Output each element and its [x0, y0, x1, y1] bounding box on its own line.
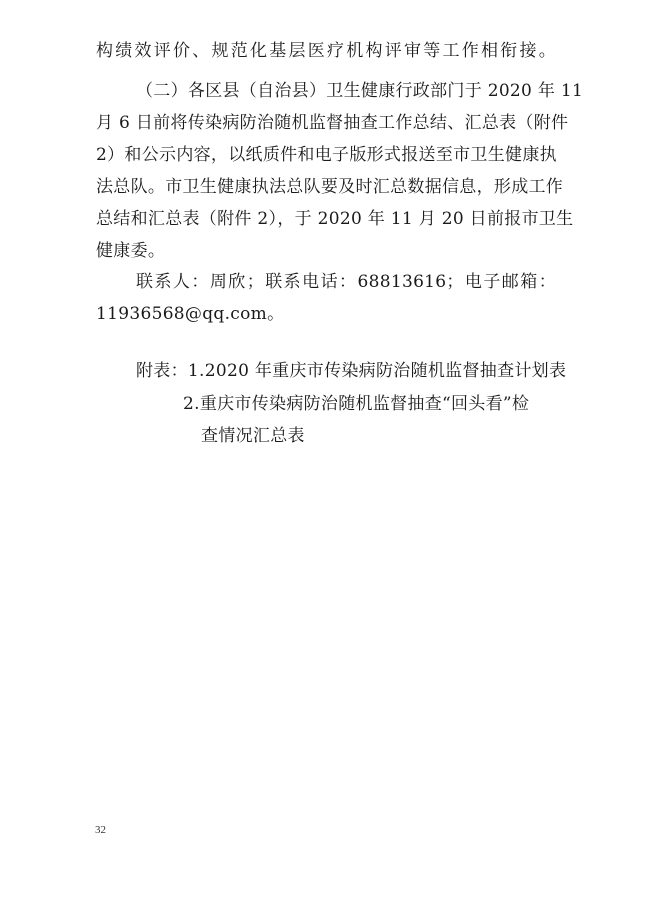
- attachment-line-1: 附表：1.2020 年重庆市传染病防治随机监督抽查计划表: [136, 361, 567, 381]
- page-number: 32: [95, 824, 106, 836]
- contact-line: 联系人：周欣；联系电话：68813616；电子邮箱：: [136, 272, 556, 292]
- paragraph-line: 总结和汇总表（附件 2），于 2020 年 11 月 20 日前报市卫生: [96, 209, 574, 229]
- attachment-line-3: 查情况汇总表: [201, 426, 305, 446]
- paragraph-line: 健康委。: [96, 241, 166, 261]
- paragraph-line: 2）和公示内容，以纸质件和电子版形式报送至市卫生健康执: [96, 145, 557, 165]
- email-line: 11936568@qq.com。: [96, 304, 285, 324]
- paragraph-line: 构绩效评价、规范化基层医疗机构评审等工作相衔接。: [96, 41, 556, 61]
- paragraph-line: 法总队。市卫生健康执法总队要及时汇总数据信息，形成工作: [96, 177, 564, 197]
- paragraph-line: 月 6 日前将传染病防治随机监督抽查工作总结、汇总表（附件: [96, 113, 569, 133]
- paragraph-line: （二）各区县（自治县）卫生健康行政部门于 2020 年 11: [136, 81, 584, 101]
- attachment-line-2: 2.重庆市传染病防治随机监督抽查“回头看”检: [183, 394, 530, 414]
